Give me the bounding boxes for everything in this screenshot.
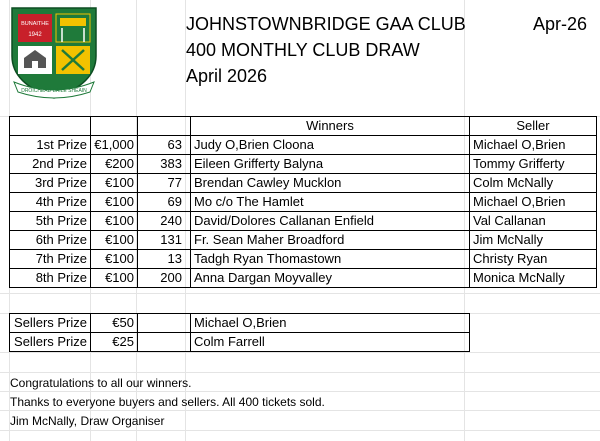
ticket-number-cell: 77 bbox=[138, 174, 191, 193]
ticket-number-cell: 383 bbox=[138, 155, 191, 174]
amount-cell: €100 bbox=[91, 193, 138, 212]
footer-thanks: Thanks to everyone buyers and sellers. All 400 tickets sold. bbox=[10, 395, 325, 409]
ticket-number-cell: 63 bbox=[138, 136, 191, 155]
seller-cell: Michael O,Brien bbox=[470, 136, 597, 155]
header-cell-empty bbox=[138, 117, 191, 136]
sellers-prize-table bbox=[9, 313, 470, 352]
empty-cell bbox=[138, 314, 191, 333]
gridline bbox=[0, 372, 600, 373]
footer-organiser: Jim McNally, Draw Organiser bbox=[10, 414, 165, 428]
prize-cell: 7th Prize bbox=[10, 250, 91, 269]
prize-cell: 4th Prize bbox=[10, 193, 91, 212]
table-row bbox=[10, 231, 597, 250]
empty-cell bbox=[138, 333, 191, 352]
ticket-number-cell: 69 bbox=[138, 193, 191, 212]
gridline bbox=[0, 293, 600, 294]
draw-title: 400 MONTHLY CLUB DRAW bbox=[186, 40, 420, 60]
draw-month: April 2026 bbox=[186, 66, 268, 86]
seller-cell: Tommy Grifferty bbox=[470, 155, 597, 174]
svg-text:DROICHEAD BAILE SHEAIN: DROICHEAD BAILE SHEAIN bbox=[21, 88, 87, 94]
sellers-prize-label: Sellers Prize bbox=[10, 333, 91, 352]
winners-header: Winners bbox=[191, 117, 470, 136]
amount-cell: €25 bbox=[91, 333, 138, 352]
winner-cell: Anna Dargan Moyvalley bbox=[191, 269, 470, 288]
winner-cell: Brendan Cawley Mucklon bbox=[191, 174, 470, 193]
prize-cell: 3rd Prize bbox=[10, 174, 91, 193]
sellers-prize-label: Sellers Prize bbox=[10, 314, 91, 333]
table-header-row bbox=[10, 117, 597, 136]
seller-cell: Christy Ryan bbox=[470, 250, 597, 269]
amount-cell: €1,000 bbox=[91, 136, 138, 155]
prize-cell: 5th Prize bbox=[10, 212, 91, 231]
amount-cell: €100 bbox=[91, 231, 138, 250]
club-title: JOHNSTOWNBRIDGE GAA CLUB bbox=[186, 14, 466, 34]
prize-cell: 2nd Prize bbox=[10, 155, 91, 174]
seller-cell: Colm McNally bbox=[470, 174, 597, 193]
table-row bbox=[10, 269, 597, 288]
prize-cell: 8th Prize bbox=[10, 269, 91, 288]
table-row bbox=[10, 250, 597, 269]
seller-header: Seller bbox=[470, 117, 597, 136]
amount-cell: €100 bbox=[91, 174, 138, 193]
amount-cell: €100 bbox=[91, 269, 138, 288]
table-row bbox=[10, 155, 597, 174]
seller-cell: Monica McNally bbox=[470, 269, 597, 288]
header-cell-empty bbox=[10, 117, 91, 136]
amount-cell: €200 bbox=[91, 155, 138, 174]
gridline bbox=[0, 410, 600, 411]
svg-text:BUNAITHE: BUNAITHE bbox=[21, 21, 49, 27]
table-row bbox=[10, 174, 597, 193]
ticket-number-cell: 131 bbox=[138, 231, 191, 250]
prize-winners-table bbox=[9, 116, 597, 288]
footer-congrats: Congratulations to all our winners. bbox=[10, 376, 192, 390]
seller-cell: Jim McNally bbox=[470, 231, 597, 250]
seller-cell: Michael O,Brien bbox=[470, 193, 597, 212]
seller-cell: Val Callanan bbox=[470, 212, 597, 231]
prize-cell: 1st Prize bbox=[10, 136, 91, 155]
date-cell: Apr-26 bbox=[533, 14, 588, 34]
table-row bbox=[10, 314, 470, 333]
amount-cell: €100 bbox=[91, 250, 138, 269]
seller-name-cell: Colm Farrell bbox=[191, 333, 470, 352]
gridline bbox=[0, 430, 600, 431]
amount-cell: €100 bbox=[91, 212, 138, 231]
header-cell-empty bbox=[91, 117, 138, 136]
svg-text:1942: 1942 bbox=[28, 32, 42, 38]
ticket-number-cell: 13 bbox=[138, 250, 191, 269]
winner-cell: Fr. Sean Maher Broadford bbox=[191, 231, 470, 250]
table-row bbox=[10, 333, 470, 352]
table-row bbox=[10, 212, 597, 231]
winner-cell: Tadgh Ryan Thomastown bbox=[191, 250, 470, 269]
prize-cell: 6th Prize bbox=[10, 231, 91, 250]
table-row bbox=[10, 136, 597, 155]
table-row bbox=[10, 193, 597, 212]
seller-name-cell: Michael O,Brien bbox=[191, 314, 470, 333]
ticket-number-cell: 240 bbox=[138, 212, 191, 231]
club-crest-logo bbox=[10, 6, 98, 102]
ticket-number-cell: 200 bbox=[138, 269, 191, 288]
winner-cell: David/Dolores Callanan Enfield bbox=[191, 212, 470, 231]
winner-cell: Judy O,Brien Cloona bbox=[191, 136, 470, 155]
amount-cell: €50 bbox=[91, 314, 138, 333]
winner-cell: Mo c/o The Hamlet bbox=[191, 193, 470, 212]
winner-cell: Eileen Grifferty Balyna bbox=[191, 155, 470, 174]
gridline bbox=[0, 352, 600, 353]
gridline bbox=[0, 391, 600, 392]
